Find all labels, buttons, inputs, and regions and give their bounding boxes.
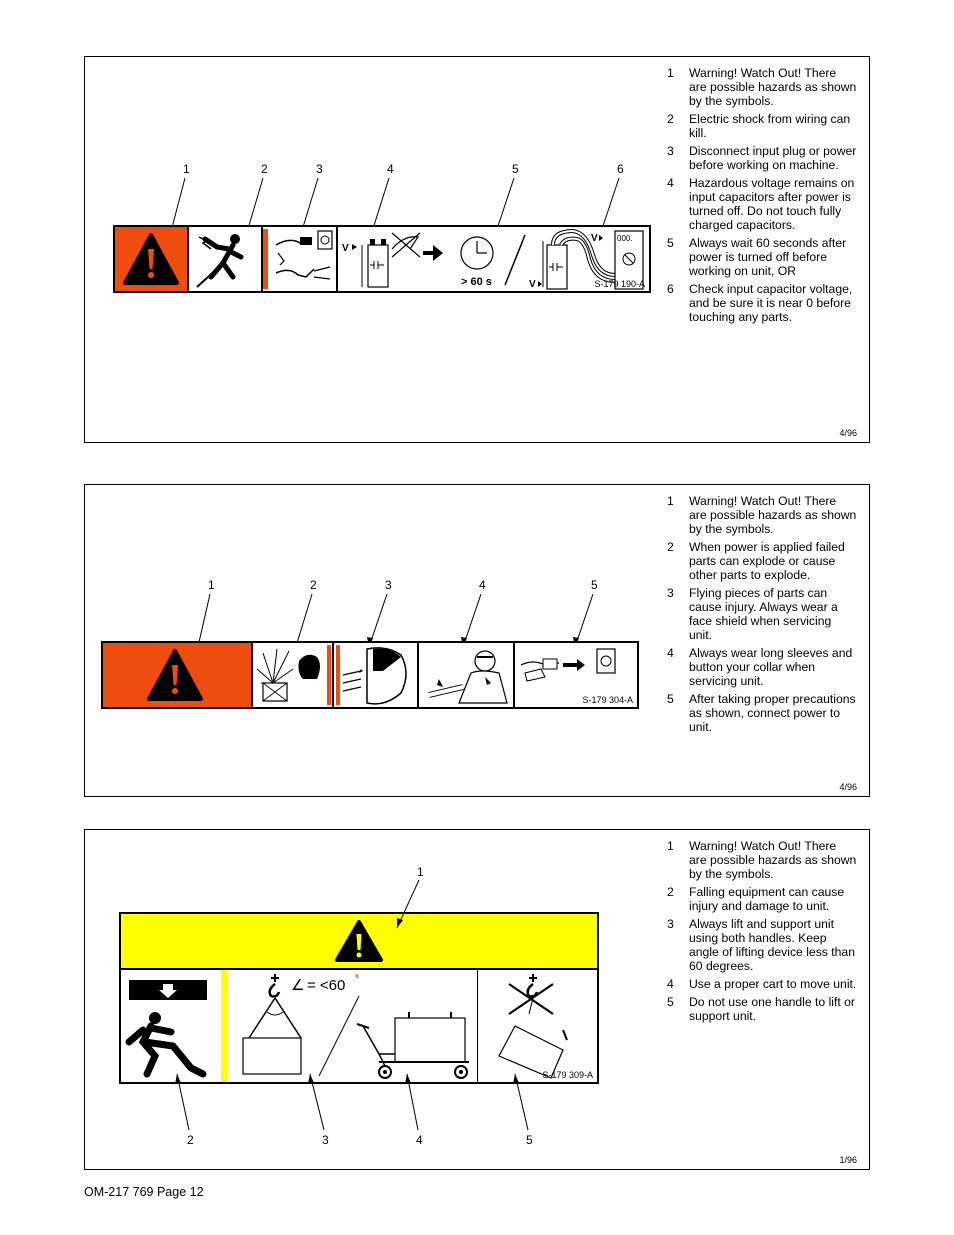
capacitor-hazard-icon [338,227,428,291]
warning-zone [115,227,187,291]
callout-number: 2 [187,1133,194,1147]
caution-panel-3 [84,829,870,1170]
legend-item: 4 Hazardous voltage remains on input capacitors after power is turned off. Do not touch fully charged capacitors. [667,176,855,232]
page-footer: OM-217 769 Page 12 [84,1185,204,1199]
callout-number: 4 [387,162,394,176]
callout-lines [85,485,645,665]
angle-limit-text: = <60 [307,977,346,994]
face-shield-icon [341,643,417,707]
callout-number: 2 [261,162,268,176]
callout-number: 5 [512,162,519,176]
callout-number: 5 [591,578,598,592]
hazard-label [101,641,639,709]
legend-item: 1 Warning! Watch Out! There are possible hazards as shown by the symbols. [667,66,857,108]
electric-shock-icon [189,227,261,291]
callout-number: 5 [526,1133,533,1147]
hazard-label [113,225,651,293]
legend-item: 1 Warning! Watch Out! There are possible hazards as shown by the symbols. [667,839,857,881]
callout-number: 1 [208,578,215,592]
long-sleeves-icon [419,643,513,707]
callout-number: 3 [385,578,392,592]
clock-icon [449,227,529,291]
label-code: S-179 309-A [542,1070,593,1080]
legend-item: 4 Always wear long sleeves and button your collar when servicing unit. [667,646,853,688]
revision-date: 4/96 [839,428,857,438]
explosion-icon [253,643,333,707]
legend-item: 4 Use a proper cart to move unit. [667,977,857,991]
legend-item: 3 Disconnect input plug or power before working on machine. [667,144,857,172]
legend-item: 2 Electric shock from wiring can kill. [667,112,851,140]
callout-number: 1 [417,865,424,879]
callout-lines [85,830,645,1155]
legend-item: 6 Check input capacitor voltage, and be sure it is near 0 before touching any parts. [667,282,853,324]
label-code: S-179 304-A [582,695,633,705]
revision-date: 1/96 [839,1155,857,1165]
warning-triangle-icon [115,227,187,291]
angle-symbol-icon: ∠ [291,977,305,994]
arrow-right-icon [421,241,447,265]
revision-date: 4/96 [839,782,857,792]
warning-panel-1 [84,56,870,443]
legend-item: 5 After taking proper precautions as shown, connect power to unit. [667,692,856,734]
callout-number: 4 [416,1133,423,1147]
time-text: > 60 s [461,276,492,288]
legend-item: 2 Falling equipment can cause injury and damage to unit. [667,885,845,913]
callout-number: 1 [183,162,190,176]
callout-number: 3 [322,1133,329,1147]
hazard-legend [667,494,857,738]
callout-number: 6 [617,162,624,176]
degree-symbol-icon: ° [355,974,359,985]
v-symbol: V [591,233,598,244]
warning-panel-2 [84,484,870,797]
legend-item: 2 When power is applied failed parts can explode or cause other parts to explode. [667,540,845,582]
legend-item: 3 Flying pieces of parts can cause injury. Always wear a face shield when servicing unit. [667,586,838,642]
hazard-legend [667,66,857,328]
meter-readout: 000. [617,234,633,243]
hazard-legend [667,839,857,1027]
callout-number: 3 [316,162,323,176]
legend-item: 3 Always lift and support unit using both handles. Keep angle of lifting device less than 60 degrees. [667,917,855,973]
callout-number: 4 [479,578,486,592]
legend-item: 1 Warning! Watch Out! There are possible hazards as shown by the symbols. [667,494,857,536]
v-symbol: V [342,243,349,254]
callout-number: 2 [310,578,317,592]
legend-item: 5 Do not use one handle to lift or support unit. [667,995,855,1023]
warning-triangle-icon [103,643,251,707]
disconnect-power-icon [270,227,336,291]
warning-zone [103,643,251,707]
orange-stripe [327,645,331,705]
legend-item: 5 Always wait 60 seconds after power is turned off before working on unit, OR [667,236,847,278]
orange-stripe [336,645,340,705]
orange-stripe [263,229,268,289]
v-symbol: V [529,279,536,290]
label-code: S-179 190-A [594,279,645,289]
